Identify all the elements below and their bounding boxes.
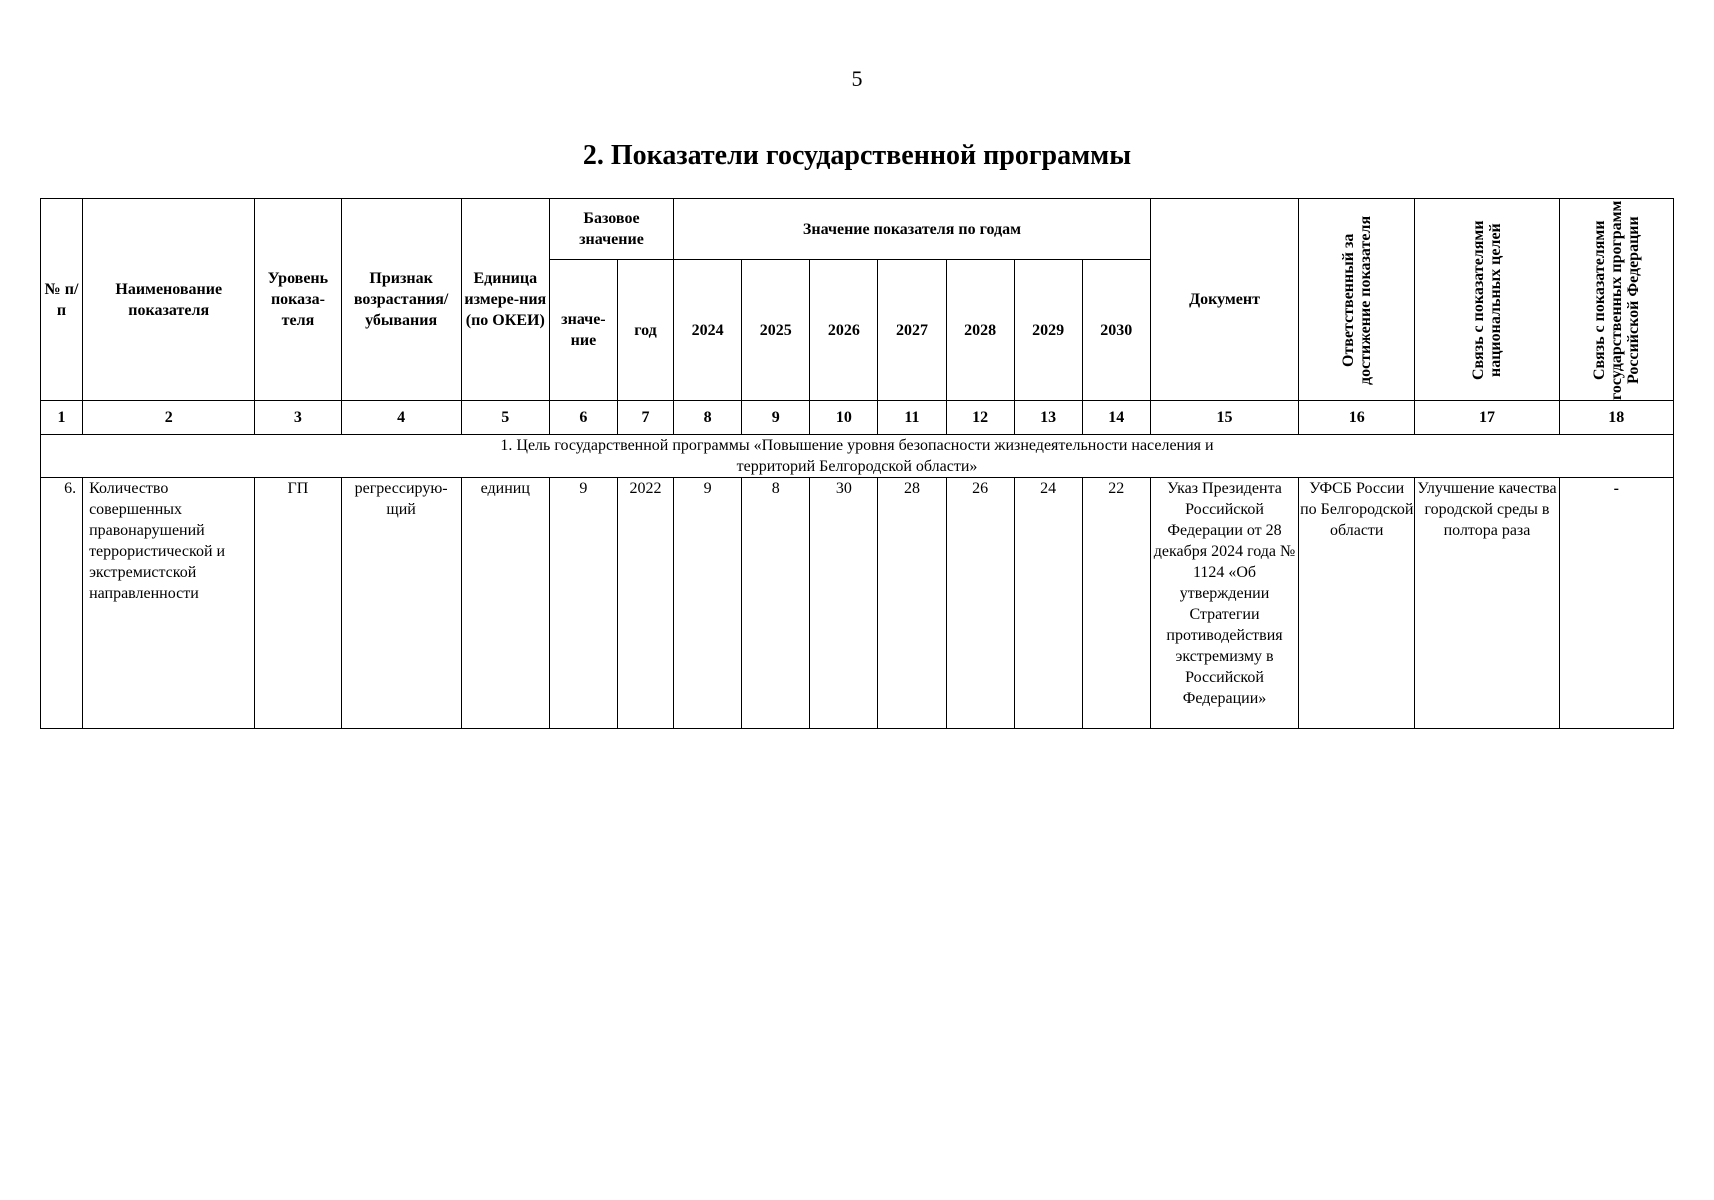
row-value-2027: 28 — [878, 478, 946, 729]
header-year-2028: 2028 — [946, 260, 1014, 401]
header-document: Документ — [1150, 199, 1298, 401]
column-number: 11 — [878, 401, 946, 435]
header-year-2025: 2025 — [742, 260, 810, 401]
column-number: 8 — [674, 401, 742, 435]
header-state-programs — [1559, 199, 1673, 401]
column-number: 5 — [461, 401, 549, 435]
header-name: Наименование показателя — [83, 199, 255, 401]
column-number: 15 — [1150, 401, 1298, 435]
column-number: 2 — [83, 401, 255, 435]
row-level: ГП — [255, 478, 341, 729]
indicators-table — [40, 198, 1674, 729]
column-number: 9 — [742, 401, 810, 435]
row-state-programs: - — [1559, 478, 1673, 729]
page-title: 2. Показатели государственной программы — [582, 140, 1132, 171]
header-base-group: Базовое значение — [549, 199, 673, 260]
row-document: Указ Президента Российской Федерации от 28 декабря 2024 года № 1124 «Об утверждении Стратегии противодействия экстремизму в Российской Федерации» — [1150, 478, 1298, 729]
header-base-year: год — [617, 260, 673, 401]
header-responsible-text: Ответственный за достижение показателя — [1339, 214, 1374, 385]
header-year-2027: 2027 — [878, 260, 946, 401]
row-value-2030: 22 — [1082, 478, 1150, 729]
goal-row-text: 1. Цель государственной программы «Повышение уровня безопасности жизнедеятельности населения и территорий Белгородской области» — [41, 435, 1674, 478]
row-national-goals: Улучшение качества городской среды в полтора раза — [1415, 478, 1559, 729]
row-responsible: УФСБ России по Белгородской области — [1299, 478, 1415, 729]
header-years-group: Значение показателя по годам — [674, 199, 1151, 260]
column-number: 4 — [341, 401, 461, 435]
header-year-2029: 2029 — [1014, 260, 1082, 401]
header-unit: Единица измере-ния (по ОКЕИ) — [461, 199, 549, 401]
header-year-2026: 2026 — [810, 260, 878, 401]
column-number: 16 — [1299, 401, 1415, 435]
header-year-2024: 2024 — [674, 260, 742, 401]
row-value-2026: 30 — [810, 478, 878, 729]
row-unit: единиц — [461, 478, 549, 729]
row-value-2028: 26 — [946, 478, 1014, 729]
header-level: Уровень показа-теля — [255, 199, 341, 401]
row-base-value: 9 — [549, 478, 617, 729]
column-number: 13 — [1014, 401, 1082, 435]
header-state-programs-text: Связь с показателями государственных программ Российской Федерации — [1590, 199, 1642, 400]
column-number: 12 — [946, 401, 1014, 435]
column-number: 1 — [41, 401, 83, 435]
column-number: 18 — [1559, 401, 1673, 435]
header-national-goals — [1415, 199, 1559, 401]
header-year-2030: 2030 — [1082, 260, 1150, 401]
column-number: 17 — [1415, 401, 1559, 435]
header-responsible — [1299, 199, 1415, 401]
header-base-value: значе-ние — [549, 260, 617, 401]
goal-row — [41, 435, 1674, 478]
row-value-2025: 8 — [742, 478, 810, 729]
column-number: 3 — [255, 401, 341, 435]
header-num: № п/п — [41, 199, 83, 401]
header-sign: Признак возрастания/ убывания — [341, 199, 461, 401]
column-number: 6 — [549, 401, 617, 435]
page-number: 5 — [851, 66, 863, 91]
row-sign: регрессирую-щий — [341, 478, 461, 729]
row-name: Количество совершенных правонарушений террористической и экстремистской направленности — [83, 478, 255, 729]
table-row — [41, 478, 1674, 729]
row-num: 6. — [41, 478, 83, 729]
header-national-goals-text: Связь с показателями национальных целей — [1469, 219, 1504, 380]
column-number: 10 — [810, 401, 878, 435]
column-numbers-row — [41, 401, 1674, 435]
row-value-2024: 9 — [674, 478, 742, 729]
row-base-year: 2022 — [617, 478, 673, 729]
row-value-2029: 24 — [1014, 478, 1082, 729]
column-number: 14 — [1082, 401, 1150, 435]
column-number: 7 — [617, 401, 673, 435]
